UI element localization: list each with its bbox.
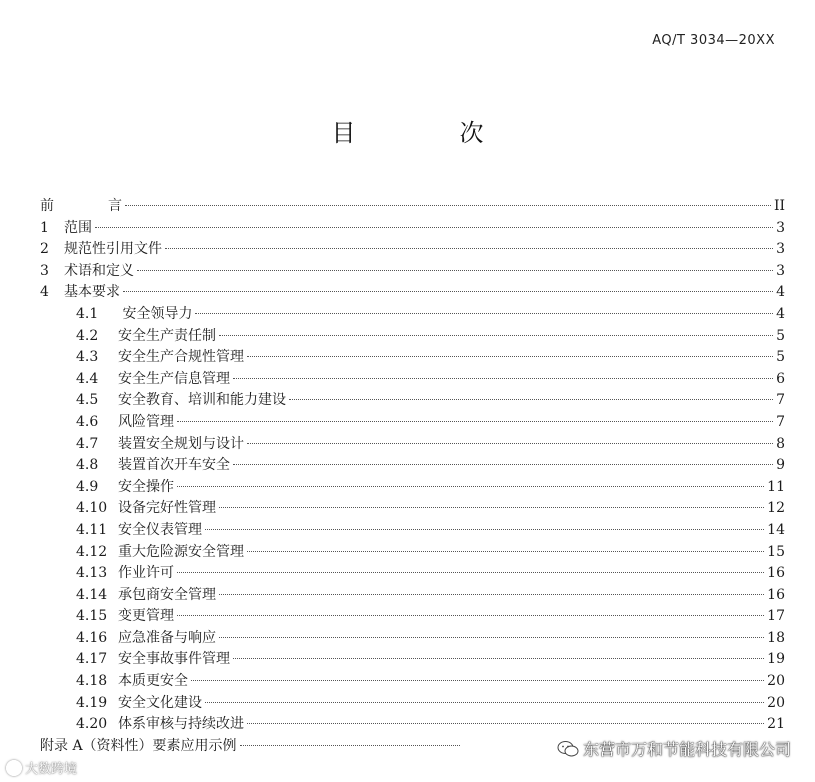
- toc-entry-page: 7: [776, 392, 785, 409]
- toc-entry-subsection[interactable]: [40, 714, 785, 736]
- table-of-contents: [40, 196, 785, 757]
- toc-entry-num: 4.17: [76, 651, 108, 668]
- watermark-right-text: 东营市万和节能科技有限公司: [582, 740, 791, 759]
- toc-leader-dots: [177, 571, 764, 573]
- toc-entry-num: 2: [40, 241, 49, 258]
- toc-entry-page: 16: [767, 586, 785, 603]
- toc-entry-label: 安全生产信息管理: [118, 370, 230, 387]
- toc-entry-label: 承包商安全管理: [118, 586, 216, 603]
- toc-entry-label: 重大危险源安全管理: [118, 543, 244, 560]
- toc-leader-dots: [233, 377, 773, 379]
- toc-entry-label: 言: [108, 198, 122, 214]
- toc-entry-page: 5: [776, 327, 785, 344]
- toc-entry-subsection[interactable]: [40, 390, 785, 412]
- toc-entry-page: 14: [767, 521, 785, 538]
- toc-entry-subsection[interactable]: [40, 693, 785, 715]
- toc-leader-dots: [205, 701, 764, 703]
- toc-entry-page: 21: [767, 716, 785, 733]
- toc-entry-label: 规范性引用文件: [64, 241, 162, 258]
- toc-entry-num: 1: [40, 219, 49, 236]
- toc-leader-dots: [219, 593, 764, 595]
- toc-leader-dots: [247, 442, 773, 444]
- toc-leader-dots: [240, 744, 460, 746]
- toc-leader-dots: [191, 679, 764, 681]
- toc-entry-num: 3: [40, 262, 49, 279]
- toc-entry-subsection[interactable]: [40, 628, 785, 650]
- toc-entry-foreword[interactable]: [40, 196, 785, 218]
- toc-leader-dots: [177, 420, 773, 422]
- toc-leader-dots: [205, 528, 764, 530]
- toc-entry-label: 装置首次开车安全: [118, 457, 230, 474]
- toc-entry-num: 4.20: [76, 716, 108, 733]
- toc-entry-section[interactable]: [40, 261, 785, 283]
- toc-entry-num: 4.3: [76, 349, 99, 366]
- toc-entry-subsection[interactable]: [40, 304, 785, 326]
- toc-entry-num: 4.19: [76, 694, 108, 711]
- toc-leader-dots: [247, 355, 773, 357]
- toc-entry-subsection[interactable]: [40, 649, 785, 671]
- toc-leader-dots: [233, 463, 773, 465]
- toc-entry-label: 设备完好性管理: [118, 500, 216, 517]
- toc-entry-num: 4.7: [76, 435, 99, 452]
- toc-entry-num: 4.18: [76, 673, 108, 690]
- toc-entry-num: 4.16: [76, 629, 108, 646]
- toc-leader-dots: [177, 485, 764, 487]
- toc-entry-label: 附录 A（资料性）要素应用示例: [40, 737, 237, 754]
- toc-entry-subsection[interactable]: [40, 477, 785, 499]
- toc-entry-num: 4.11: [76, 521, 108, 538]
- toc-entry-page: 15: [767, 543, 785, 560]
- toc-entry-label: 安全操作: [118, 478, 174, 495]
- toc-entry-page: 11: [767, 478, 785, 495]
- toc-title: 目 次: [331, 119, 524, 147]
- toc-entry-section[interactable]: [40, 239, 785, 261]
- toc-entry-page: 3: [776, 219, 785, 236]
- toc-entry-page: II: [773, 198, 785, 214]
- toc-entry-page: 16: [767, 565, 785, 582]
- toc-entry-page: 3: [776, 241, 785, 258]
- toc-entry-subsection[interactable]: [40, 520, 785, 542]
- toc-entry-subsection[interactable]: [40, 369, 785, 391]
- toc-leader-dots: [289, 398, 773, 400]
- toc-entry-num: 4.14: [76, 586, 108, 603]
- toc-leader-dots: [247, 550, 764, 552]
- toc-entry-page: 18: [767, 629, 785, 646]
- toc-entry-page: 19: [767, 651, 785, 668]
- toc-leader-dots: [123, 290, 773, 292]
- document-code: AQ/T 3034—20XX: [652, 33, 775, 48]
- toc-entry-label: 安全事故事件管理: [118, 651, 230, 668]
- toc-entry-page: 17: [767, 608, 785, 625]
- watermark-left: [6, 758, 77, 777]
- toc-entry-num: 4.9: [76, 478, 99, 495]
- toc-entry-num: 4.12: [76, 543, 108, 560]
- toc-entry-page: 9: [776, 457, 785, 474]
- toc-entry-section[interactable]: [40, 282, 785, 304]
- toc-entry-page: 12: [767, 500, 785, 517]
- toc-leader-dots: [95, 226, 773, 228]
- toc-entry-label: 安全生产合规性管理: [118, 349, 244, 366]
- toc-entry-num: 4.2: [76, 327, 99, 344]
- toc-entry-page: 8: [776, 435, 785, 452]
- toc-entry-subsection[interactable]: [40, 606, 785, 628]
- toc-entry-page: 20: [767, 673, 785, 690]
- toc-leader-dots: [233, 657, 764, 659]
- toc-entry-subsection[interactable]: [40, 542, 785, 564]
- toc-entry-num: 4.10: [76, 500, 108, 517]
- toc-leader-dots: [125, 204, 771, 206]
- toc-leader-dots: [247, 722, 764, 724]
- toc-entry-num: 前: [40, 198, 54, 214]
- toc-entry-num: 4.8: [76, 457, 99, 474]
- toc-entry-label: 安全领导力: [118, 305, 193, 322]
- toc-entry-page: 4: [776, 284, 785, 301]
- toc-entry-label: 变更管理: [118, 608, 174, 625]
- wechat-icon: [557, 740, 579, 758]
- toc-entry-subsection[interactable]: [40, 585, 785, 607]
- toc-leader-dots: [219, 506, 764, 508]
- toc-entry-label: 安全仪表管理: [118, 521, 202, 538]
- toc-entry-label: 范围: [64, 219, 92, 236]
- toc-entry-page: 6: [776, 370, 785, 387]
- toc-entry-num: 4.13: [76, 565, 108, 582]
- toc-leader-dots: [137, 269, 773, 271]
- toc-entry-num: 4.1: [76, 305, 99, 322]
- toc-leader-dots: [219, 334, 773, 336]
- toc-entry-page: 3: [776, 262, 785, 279]
- toc-entry-label: 安全生产责任制: [118, 327, 216, 344]
- toc-entry-label: 作业许可: [118, 565, 174, 582]
- toc-entry-subsection[interactable]: [40, 434, 785, 456]
- toc-entry-label: 装置安全规划与设计: [118, 435, 244, 452]
- toc-entry-subsection[interactable]: [40, 412, 785, 434]
- toc-leader-dots: [219, 636, 764, 638]
- toc-entry-label: 本质更安全: [118, 673, 188, 690]
- toc-leader-dots: [165, 247, 773, 249]
- toc-leader-dots: [195, 312, 773, 314]
- toc-entry-subsection[interactable]: [40, 326, 785, 348]
- toc-entry-num: 4.4: [76, 370, 99, 387]
- toc-entry-label: 体系审核与持续改进: [118, 716, 244, 733]
- toc-entry-num: 4.15: [76, 608, 108, 625]
- toc-entry-subsection[interactable]: [40, 671, 785, 693]
- toc-leader-dots: [177, 614, 764, 616]
- watermark-right: [557, 737, 791, 760]
- toc-entry-label: 应急准备与响应: [118, 629, 216, 646]
- toc-entry-section[interactable]: [40, 218, 785, 240]
- toc-entry-label: 安全教育、培训和能力建设: [118, 392, 286, 409]
- toc-entry-page: 4: [776, 305, 785, 322]
- toc-entry-num: 4.5: [76, 392, 99, 409]
- toc-entry-label: 基本要求: [64, 284, 120, 301]
- toc-entry-page: 20: [767, 694, 785, 711]
- toc-entry-page: 5: [776, 349, 785, 366]
- toc-entry-subsection[interactable]: [40, 498, 785, 520]
- watermark-left-text: 大数跨境: [25, 762, 78, 777]
- toc-entry-subsection[interactable]: [40, 563, 785, 585]
- brand-logo-icon: [6, 760, 22, 776]
- toc-entry-page: 7: [776, 413, 785, 430]
- toc-entry-label: 术语和定义: [64, 262, 134, 279]
- toc-entry-label: 风险管理: [118, 413, 174, 430]
- toc-entry-subsection[interactable]: [40, 347, 785, 369]
- toc-entry-num: 4: [40, 284, 49, 301]
- toc-entry-label: 安全文化建设: [118, 694, 202, 711]
- toc-entry-num: 4.6: [76, 413, 99, 430]
- toc-entry-subsection[interactable]: [40, 455, 785, 477]
